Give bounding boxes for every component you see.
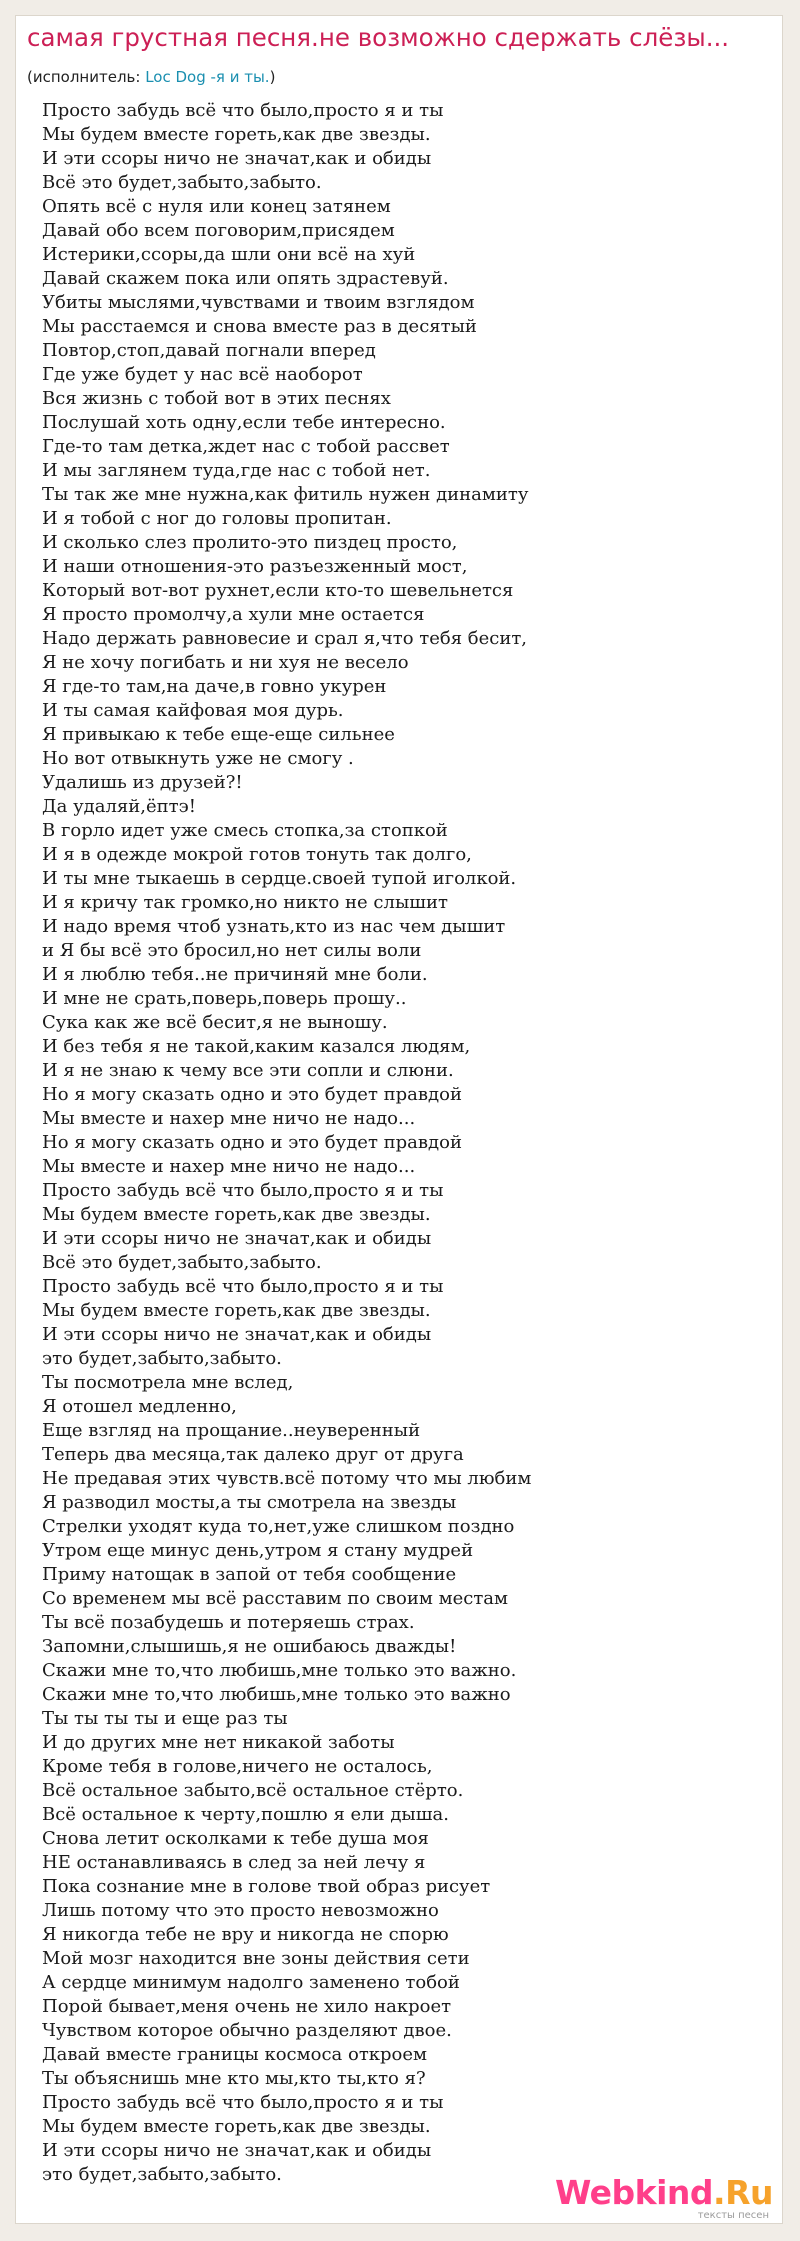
lyric-line: Теперь два месяца,так далеко друг от друга xyxy=(42,1444,464,1465)
lyric-line: Ты ты ты ты и еще раз ты xyxy=(42,1708,288,1729)
lyric-line: И ты мне тыкаешь в сердце.своей тупой иголкой. xyxy=(42,868,517,889)
lyric-line: это будет,забыто,забыто. xyxy=(42,2164,282,2185)
lyric-line: Послушай хоть одну,если тебе интересно. xyxy=(42,412,446,433)
lyric-line: Ты всё позабудешь и потеряешь страх. xyxy=(42,1612,415,1633)
lyric-line: Мы будем вместе гореть,как две звезды. xyxy=(42,124,431,145)
lyric-line: Ты объяснишь мне кто мы,кто ты,кто я? xyxy=(42,2068,426,2089)
lyric-line: И я не знаю к чему все эти сопли и слюни. xyxy=(42,1060,454,1081)
lyric-line: Порой бывает,меня очень не хило накроет xyxy=(42,1996,452,2017)
song-title: самая грустная песня.не возможно сдержать слёзы... xyxy=(27,23,730,52)
lyric-line: Мы расстаемся и снова вместе раз в десятый xyxy=(42,316,477,337)
lyric-line: Я привыкаю к тебе еще-еще сильнее xyxy=(42,724,395,745)
lyric-line: И эти ссоры ничо не значат,как и обиды xyxy=(42,1324,432,1345)
lyrics-text xyxy=(42,99,531,2187)
lyric-line: Убиты мыслями,чувствами и твоим взглядом xyxy=(42,292,475,313)
lyric-line: Истерики,ссоры,да шли они всё на хуй xyxy=(42,244,416,265)
lyric-line: Но вот отвыкнуть уже не смогу . xyxy=(42,748,354,769)
site-logo[interactable] xyxy=(554,2173,773,2221)
lyric-line: Ты посмотрела мне вслед, xyxy=(42,1372,294,1393)
lyric-line: Повтор,стоп,давай погнали вперед xyxy=(42,340,376,361)
lyric-line: Не предавая этих чувств.всё потому что мы любим xyxy=(42,1468,532,1489)
lyric-line: А сердце минимум надолго заменено тобой xyxy=(42,1972,460,1993)
lyric-line: Давай вместе границы космоса откроем xyxy=(42,2044,428,2065)
lyric-line: И я люблю тебя..не причиняй мне боли. xyxy=(42,964,428,985)
lyric-line: Лишь потому что это просто невозможно xyxy=(42,1900,439,1921)
lyric-line: Мой мозг находится вне зоны действия сети xyxy=(42,1948,470,1969)
lyric-line: Мы будем вместе гореть,как две звезды. xyxy=(42,1300,431,1321)
lyric-line: Где-то там детка,ждет нас с тобой рассвет xyxy=(42,436,450,457)
lyric-line: Мы будем вместе гореть,как две звезды. xyxy=(42,1204,431,1225)
lyric-line: Давай обо всем поговорим,присядем xyxy=(42,220,395,241)
lyric-line: Еще взгляд на прощание..неуверенный xyxy=(42,1420,421,1441)
lyric-line: Скажи мне то,что любишь,мне только это важно. xyxy=(42,1660,517,1681)
performer-line xyxy=(27,70,275,85)
lyric-line: И без тебя я не такой,каким казался людям, xyxy=(42,1036,471,1057)
lyric-line: НЕ останавливаясь в след за ней лечу я xyxy=(42,1852,426,1873)
lyric-line: Но я могу сказать одно и это будет правдой xyxy=(42,1132,462,1153)
lyric-line: Который вот-вот рухнет,если кто-то шевельнется xyxy=(42,580,514,601)
performer-prefix: (исполнитель: xyxy=(27,68,146,86)
lyric-line: Удалишь из друзей?! xyxy=(42,772,243,793)
lyric-line: Приму натощак в запой от тебя сообщение xyxy=(42,1564,457,1585)
lyric-line: Утром еще минус день,утром я стану мудрей xyxy=(42,1540,474,1561)
lyric-line: Всё это будет,забыто,забыто. xyxy=(42,172,322,193)
lyric-line: Всё остальное забыто,всё остальное стёрто. xyxy=(42,1780,464,1801)
lyric-line: Вся жизнь с тобой вот в этих песнях xyxy=(42,388,391,409)
logo-word-suffix: .Ru xyxy=(713,2173,773,2212)
lyric-line: Просто забудь всё что было,просто я и ты xyxy=(42,100,444,121)
lyric-line: это будет,забыто,забыто. xyxy=(42,1348,282,1369)
lyric-line: Ты так же мне нужна,как фитиль нужен динамиту xyxy=(42,484,529,505)
lyric-line: И эти ссоры ничо не значат,как и обиды xyxy=(42,148,432,169)
lyric-line: Со временем мы всё расставим по своим местам xyxy=(42,1588,509,1609)
lyric-line: И мы заглянем туда,где нас с тобой нет. xyxy=(42,460,431,481)
lyric-line: Просто забудь всё что было,просто я и ты xyxy=(42,1180,444,1201)
lyric-line: И мне не срать,поверь,поверь прошу.. xyxy=(42,988,407,1009)
lyric-line: И я кричу так громко,но никто не слышит xyxy=(42,892,448,913)
lyric-line: Кроме тебя в голове,ничего не осталось, xyxy=(42,1756,433,1777)
lyric-line: Давай скажем пока или опять здрастевуй. xyxy=(42,268,449,289)
lyric-line: И ты самая кайфовая моя дурь. xyxy=(42,700,344,721)
lyric-line: Я никогда тебе не вру и никогда не спорю xyxy=(42,1924,449,1945)
lyric-line: Надо держать равновесие и срал я,что тебя бесит, xyxy=(42,628,528,649)
lyric-line: Просто забудь всё что было,просто я и ты xyxy=(42,1276,444,1297)
lyric-line: Но я могу сказать одно и это будет правдой xyxy=(42,1084,462,1105)
lyric-line: Мы будем вместе гореть,как две звезды. xyxy=(42,2116,431,2137)
lyric-line: В горло идет уже смесь стопка,за стопкой xyxy=(42,820,448,841)
lyric-line: Стрелки уходят куда то,нет,уже слишком поздно xyxy=(42,1516,515,1537)
lyric-line: И наши отношения-это разъезженный мост, xyxy=(42,556,468,577)
lyric-line: Мы вместе и нахер мне ничо не надо... xyxy=(42,1156,416,1177)
lyric-line: Просто забудь всё что было,просто я и ты xyxy=(42,2092,444,2113)
lyric-line: Мы вместе и нахер мне ничо не надо... xyxy=(42,1108,416,1129)
lyric-line: И сколько слез пролито-это пиздец просто, xyxy=(42,532,458,553)
performer-suffix: ) xyxy=(269,68,276,86)
lyric-line: Снова летит осколками к тебе душа моя xyxy=(42,1828,429,1849)
lyric-line: И я в одежде мокрой готов тонуть так долго, xyxy=(42,844,472,865)
lyric-line: Чувством которое обычно разделяют двое. xyxy=(42,2020,452,2041)
lyric-line: Да удаляй,ёптэ! xyxy=(42,796,196,817)
lyric-line: Я отошел медленно, xyxy=(42,1396,237,1417)
lyric-line: Я не хочу погибать и ни хуя не весело xyxy=(42,652,409,673)
lyric-line: Сука как же всё бесит,я не выношу. xyxy=(42,1012,388,1033)
lyric-line: Где уже будет у нас всё наоборот xyxy=(42,364,363,385)
lyric-line: Запомни,слышишь,я не ошибаюсь дважды! xyxy=(42,1636,457,1657)
lyric-line: Я разводил мосты,а ты смотрела на звезды xyxy=(42,1492,457,1513)
lyric-line: И я тобой с ног до головы пропитан. xyxy=(42,508,392,529)
lyric-line: Скажи мне то,что любишь,мне только это важно xyxy=(42,1684,511,1705)
lyric-line: И эти ссоры ничо не значат,как и обиды xyxy=(42,2140,432,2161)
logo-tagline: тексты песен xyxy=(697,2210,769,2221)
lyric-line: Я просто промолчу,а хули мне остается xyxy=(42,604,425,625)
lyric-line: Всё это будет,забыто,забыто. xyxy=(42,1252,322,1273)
logo-word-main: Webkind xyxy=(554,2173,714,2212)
lyric-line: И эти ссоры ничо не значат,как и обиды xyxy=(42,1228,432,1249)
artist-link[interactable]: Loc Dog -я и ты. xyxy=(145,68,270,86)
lyric-line: И до других мне нет никакой заботы xyxy=(42,1732,395,1753)
logo-wordmark xyxy=(554,2173,773,2212)
lyric-line: Всё остальное к черту,пошлю я ели дыша. xyxy=(42,1804,449,1825)
lyric-line: и Я бы всё это бросил,но нет силы воли xyxy=(42,940,422,961)
lyric-line: Опять всё с нуля или конец затянем xyxy=(42,196,391,217)
lyric-line: И надо время чтоб узнать,кто из нас чем дышит xyxy=(42,916,506,937)
lyric-line: Пока сознание мне в голове твой образ рисует xyxy=(42,1876,491,1897)
lyric-line: Я где-то там,на даче,в говно укурен xyxy=(42,676,387,697)
